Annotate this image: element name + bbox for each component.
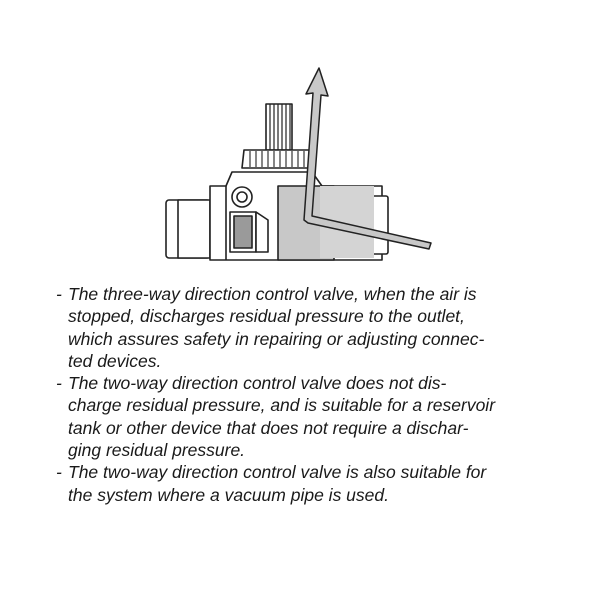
note-line: ging residual pressure. (68, 440, 246, 461)
note-line: The three-way direction control valve, when the air is (68, 284, 477, 304)
note-line: charge residual pressure, and is suitable for a reservoir (68, 395, 496, 416)
note-line: the system where a vacuum pipe is used. (68, 484, 389, 505)
bullet-dash: - (56, 284, 62, 304)
bullet-dash: - (56, 462, 62, 483)
note-line: The two-way direction control valve is also suitable for (68, 462, 487, 483)
note-item (56, 461, 556, 506)
note-line: The two-way direction control valve does not dis- (68, 373, 447, 394)
knob-base (242, 150, 312, 168)
note-item (56, 283, 556, 372)
valve-illustration (150, 60, 450, 280)
note-item (56, 372, 556, 461)
note-line: stopped, discharges residual pressure to the outlet, (68, 306, 465, 327)
note-line: ted devices. (68, 350, 162, 371)
bullet-dash: - (56, 373, 62, 394)
right-fitting (372, 196, 388, 254)
note-line: tank or other device that does not require a dischar- (68, 417, 469, 438)
note-line: which assures safety in repairing or adjusting connec- (68, 328, 485, 349)
notes-list (56, 283, 556, 506)
